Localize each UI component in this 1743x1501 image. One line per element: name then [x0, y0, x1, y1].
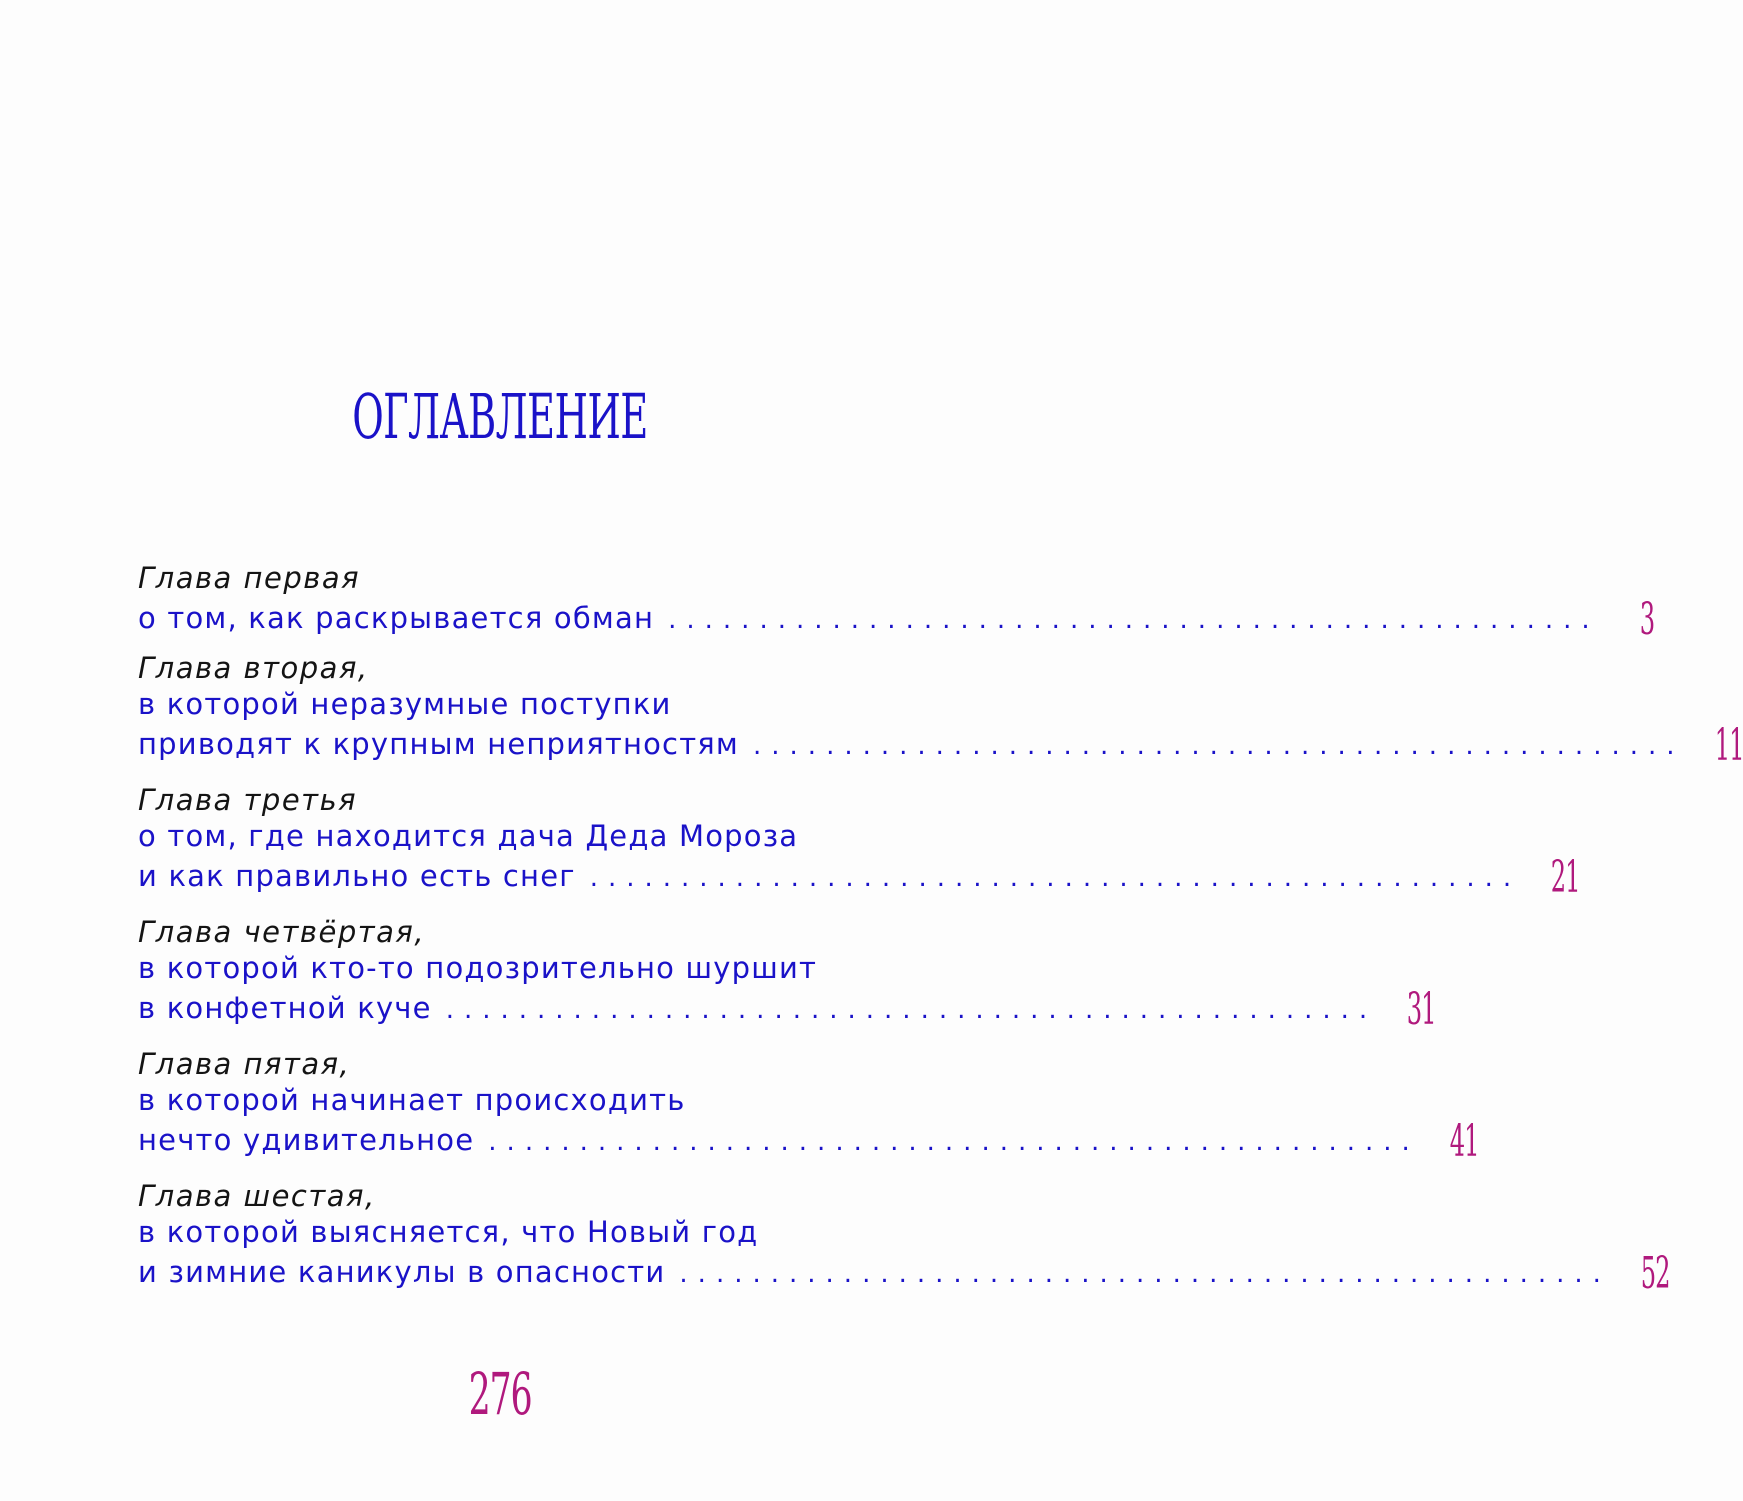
chapter-title-text: и зимние каникулы в опасности: [138, 1255, 666, 1289]
chapter-title-line: [138, 1248, 1670, 1299]
chapter-heading: Глава пятая,: [138, 1047, 351, 1081]
chapter-title-text: о том, где находится дача Деда Мороза: [138, 819, 799, 853]
chapter-title-text: в конфетной куче: [138, 991, 432, 1025]
chapter-heading: Глава вторая,: [138, 651, 369, 685]
chapter-title-text: в которой неразумные поступки: [138, 687, 672, 721]
page-number: 21: [1550, 852, 1580, 903]
dot-leader: ...................................................: [488, 1127, 1420, 1157]
page-number: 31: [1406, 984, 1436, 1035]
toc-entry-3: [138, 782, 1580, 903]
chapter-title-text: в которой кто-то подозрительно шуршит: [138, 951, 818, 985]
chapter-title-line: [138, 950, 938, 986]
chapter-title-line: [138, 720, 1743, 771]
chapter-heading: Глава шестая,: [138, 1179, 376, 1213]
toc-entry-1: [138, 560, 1654, 645]
toc-entry-6: [138, 1178, 1670, 1299]
chapter-title-text: нечто удивительное: [138, 1123, 475, 1157]
page-number: 52: [1640, 1248, 1670, 1299]
toc-entry-5: [138, 1046, 1479, 1167]
chapter-heading: Глава третья: [138, 783, 358, 817]
page-number: 41: [1449, 1116, 1479, 1167]
chapter-title-line: [138, 852, 1580, 903]
chapter-title-line: [138, 1082, 938, 1118]
page-number: 3: [1639, 594, 1654, 645]
dot-leader: ...................................................: [445, 995, 1378, 1025]
dot-leader: ...................................................: [753, 731, 1685, 761]
dot-leader: ...................................................: [668, 605, 1600, 635]
chapter-heading: Глава первая: [138, 561, 361, 595]
chapter-title-line: [138, 1116, 1479, 1167]
toc-entry-4: [138, 914, 1436, 1035]
chapter-title-line: [138, 1214, 938, 1250]
chapter-title-text: и как правильно есть снег: [138, 859, 576, 893]
folio-page-number: 276: [468, 1360, 532, 1428]
chapter-title-line: [138, 686, 938, 722]
chapter-title-text: в которой выясняется, что Новый год: [138, 1215, 759, 1249]
chapter-title-text: о том, как раскрывается обман: [138, 601, 655, 635]
chapter-title-line: [138, 818, 938, 854]
chapter-title-text: приводят к крупным неприятностям: [138, 727, 740, 761]
dot-leader: ...................................................: [679, 1259, 1611, 1289]
chapter-title-line: [138, 984, 1436, 1035]
chapter-heading: Глава четвёртая,: [138, 915, 426, 949]
page-number: 11: [1714, 720, 1743, 771]
chapter-title-line: [138, 594, 1654, 645]
chapter-title-text: в которой начинает происходить: [138, 1083, 686, 1117]
page-title: ОГЛАВЛЕНИЕ: [352, 380, 648, 453]
toc-entry-2: [138, 650, 1743, 771]
dot-leader: ...................................................: [589, 863, 1522, 893]
